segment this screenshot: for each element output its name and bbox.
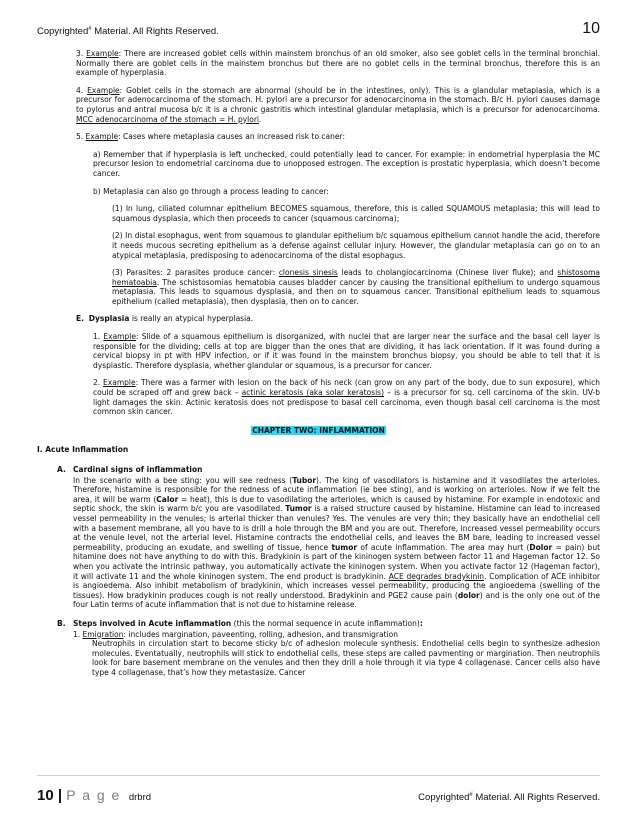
section-i-heading: I. Acute Inflammation xyxy=(37,445,129,455)
copyright-mark: # xyxy=(88,26,92,32)
item-5b: b) Metaplasia can also go through a process leading to cancer: xyxy=(93,186,329,196)
copyright-text: Copyrighted xyxy=(37,26,89,38)
item-text: : Goblet cells in the stomach are abnormal (should be in the intestines, only). This is a glandular metaplasia, which is a precursor for adenocarcinoma of the stomach. H. pylori are a precursor for adenocarcinoma in the stomach. B/c H. pylori causes damage to pylorus and antral mucosa b/c it is a chronic gastritis which intestinal glandular metaplasia, which is a precursor for adenocarcinoma. xyxy=(76,85,600,114)
item-text: . The schistosomias hematobia causes bladder cancer by causing the transitional epithelium to undergo squamous metaplasia. This leads to squamous dysplasia, and then on to squamous cancer. Transitional epithelium leads to squamous epithelium (called metaplasia), then dysplasia, then on to cancer. xyxy=(112,277,600,306)
chapter-title: CHAPTER TWO: INFLAMMATION xyxy=(252,425,385,435)
example-label: Example xyxy=(103,378,136,388)
footer-divider xyxy=(37,775,600,776)
section-letter: A. xyxy=(57,465,66,474)
para-text: ) and is the only one out of the four Latin terms of acute inflammation that is not due to histamine release. xyxy=(73,590,600,610)
para-text: ). The king of vasodilators is histamine and it vasodilates the arterioles. Therefore, histamine is responsible for the redness of acute inflammation (ie bee sting), and is working on arterioles. Now if we felt the area, it will be warm ( xyxy=(73,475,600,504)
item-text: – is a precursor for sq. cell carcinoma of the skin. UV-b light damages the skin. Actinic keratosis does not predispose to basal cell carcinoma, even though basal cell carcinoma is the most common skin cancer. xyxy=(93,388,600,417)
section-letter: B. xyxy=(57,618,66,628)
step-1 xyxy=(37,630,600,640)
copyright-text: Copyrighted xyxy=(418,792,470,804)
item-number: 5. xyxy=(76,132,86,142)
item-number: 4. xyxy=(76,85,88,95)
footer-bar: | xyxy=(53,787,67,804)
step-text: : includes margination, paveenting, rolling, adhesion, and transmigration xyxy=(123,629,398,639)
item-number: 3. xyxy=(76,49,87,58)
section-e-heading xyxy=(37,314,600,324)
item-text: leads to cholangiocarcinoma (Chinese liver fluke); and xyxy=(337,268,558,278)
item-text: : There are increased goblet cells within mainstem bronchus of an old smoker, also see goblet cells in the terminal bronchial. Normally there are goblet cells in the mainstem bronchus but there are no goblet cells in the terminal bronchus, therefore this is an example of hyperplasia. xyxy=(76,49,601,78)
para-text: of acute inflammation. The area may hurt ( xyxy=(357,542,530,552)
term-bold: Tumor xyxy=(285,504,312,514)
item-5b-1: (1) In lung, ciliated columnar epithelium BECOMES squamous, therefore, this is called SQUAMOUS metaplasia; this will lead to squamous dysplasia, which then proceeds to cancer (squamous carcinoma); xyxy=(112,204,600,223)
parasite-name: shistosoma hematoabia xyxy=(112,268,600,287)
document-body xyxy=(37,49,600,677)
term-bold: dolor xyxy=(457,590,480,600)
term-bold: Tubor xyxy=(292,475,317,485)
underlined-text: actinic keratosis (aka solar keratosis) xyxy=(241,388,385,398)
term-bold: Calor xyxy=(156,494,179,504)
footer-user: drbrd xyxy=(128,792,152,803)
item-text: (3) Parasites: 2 parasites produce cancer: xyxy=(112,268,279,278)
page-footer xyxy=(37,787,600,807)
step-1-body: Neutrophils in circulation start to become sticky b/c of adhesion molecule synthesis. Endothelial cells begin to synthesize adhesion molecules. Eventatually, neutrophils will stick to endothelial cells, these steps are called pavmenting or margination. Then neutrophils look for bare basement membrane on the venules and then they drill a hole through it via type 4 collagenase. Cancer cells also have type 4 collagenase, that’s how they metastasize. Cancer xyxy=(92,639,600,677)
section-colon: : xyxy=(419,618,423,628)
term-bold: tumor xyxy=(331,542,358,552)
section-note: (this the normal sequence in acute inflammation) xyxy=(231,618,420,628)
item-number: 2. xyxy=(93,378,104,388)
example-label: Example xyxy=(87,85,120,95)
example-label: Example xyxy=(103,332,136,342)
e-item-2 xyxy=(37,378,600,416)
para-text: . Complication of ACE inhibitor is angioedema. Also inhibit metabolism of bradykinin, which increases vessel permeability, producing the angioedema (swelling of the tissues). How bradykinin produces cough is not really understood. Bradykinin and PGE2 cause pain ( xyxy=(73,571,600,600)
section-text: is really an atypical hyperplasia. xyxy=(129,314,254,324)
item-number: 1. xyxy=(93,332,104,342)
copyright-mark: # xyxy=(469,792,473,798)
footer-page-label xyxy=(37,787,151,805)
step-label: Emigration xyxy=(82,629,124,639)
header-page-number: 10 xyxy=(582,20,600,37)
copyright-rest: Material. All Rights Reserved. xyxy=(91,26,219,38)
step-number: 1. xyxy=(73,629,83,639)
section-title: Dysplasia xyxy=(88,314,130,324)
item-text: : There was a farmer with lesion on the back of his neck (can grow on any part of the body, due to sun exposure), which could be scraped off and grew back – xyxy=(93,378,600,398)
item-3 xyxy=(37,49,600,78)
page-header xyxy=(37,20,600,40)
underlined-text: ACE degrades bradykinin xyxy=(388,571,485,581)
section-a-heading xyxy=(37,465,600,475)
term-bold: Dolor xyxy=(529,542,553,552)
section-title: Steps involved in Acute inflammation xyxy=(73,618,232,628)
e-item-1 xyxy=(37,332,600,370)
footer-page-number: 10 xyxy=(37,787,54,804)
parasite-name: clonesis sinesis xyxy=(278,268,338,278)
underlined-text: MCC adenocarcinoma of the stomach = H. pylori xyxy=(76,114,260,124)
item-text: : Cases where metaplasia causes an increased risk to caner: xyxy=(118,132,345,142)
header-copyright xyxy=(37,26,219,37)
item-5 xyxy=(37,132,600,142)
example-label: Example xyxy=(85,132,119,142)
example-label: Example xyxy=(86,49,119,58)
copyright-rest: Material. All Rights Reserved. xyxy=(472,792,600,804)
item-text: : Slide of a squamous epithelium is disorganized, with nuclei that are larger near the surface and the basal cell layer is responsible for the dividing; cells at top are bigger than the ones that are dividing, it has lack orientation. If it was found during a cervical biopsy in pt with HPV infection, or if it was found in the mainstem bronchus biopsy, you should be able to tell that it is dysplastic. Therefore dysplasia, whether glandular or squamous, is a precursor for cancer. xyxy=(93,332,600,370)
item-text-end: . xyxy=(259,114,262,124)
item-5b-3 xyxy=(37,268,600,306)
item-5b-2: (2) In distal esophagus, went from squamous to glandular epithelium b/c squamous epithelium cannot handle the acid, therefore it needs mucous secreting epithelium as a defense against cellular injury. However, the glandular metaplasia can go on to an atypical metaplasia, predisposing to adenocarcinoma of the distal esophagus. xyxy=(112,231,600,260)
para-text: = heat), this is due to vasodilating the arterioles, which is caused by histamine. For example in endotoxic and septic shock, the skin is warm b/c you are vasodilated. xyxy=(73,494,600,514)
item-5a: a) Remember that if hyperplasia is left unchecked, could potentially lead to cancer. For example: in endometrial hyperplasia the MC precursor lesion to endometrial carcinoma due to unopposed estrogen. The exception is prostatic hyperplasia, which doesn’t become cancer. xyxy=(93,149,600,178)
section-a-paragraph xyxy=(37,476,600,610)
chapter-heading xyxy=(37,426,600,436)
para-text: is a raised structure caused by histamine. Histamine can lead to increased vessel permeability in the venules; is arterial thicker than venules? Yes. The venules are very thin; they basically have an endothelial cell with a basement membrane, all you have to is drill a hole through the BM and you are out. Therefore, increased vessel permeability occurs at the venule level, not the arterial level. Histamine contracts the endothelial cells, and leaves the BM bare, leading to increased vessel permeability, producing an exudate, and swelling of tissue, hence xyxy=(73,504,600,552)
section-b-heading xyxy=(37,619,600,629)
para-text: In the scenario with a bee sting: you will see redness ( xyxy=(73,475,293,485)
item-4 xyxy=(37,86,600,124)
footer-page-word: P a g e xyxy=(66,787,121,803)
footer-copyright xyxy=(418,792,600,803)
section-letter: E. xyxy=(76,314,84,324)
para-text: = pain) but hitamine does not have anything to do with this. Bradykinin is part of the kininogen system between factor 11 and Hageman factor 12. So when you activate the intrinsic pathway, you automatically activate the kininogen system. When you activate factor 12 (Hageman factor), it will activate 11 and the whole kininogen system. The end product is bradykinin. xyxy=(73,542,601,581)
section-title: Cardinal signs of inflammation xyxy=(73,465,203,474)
